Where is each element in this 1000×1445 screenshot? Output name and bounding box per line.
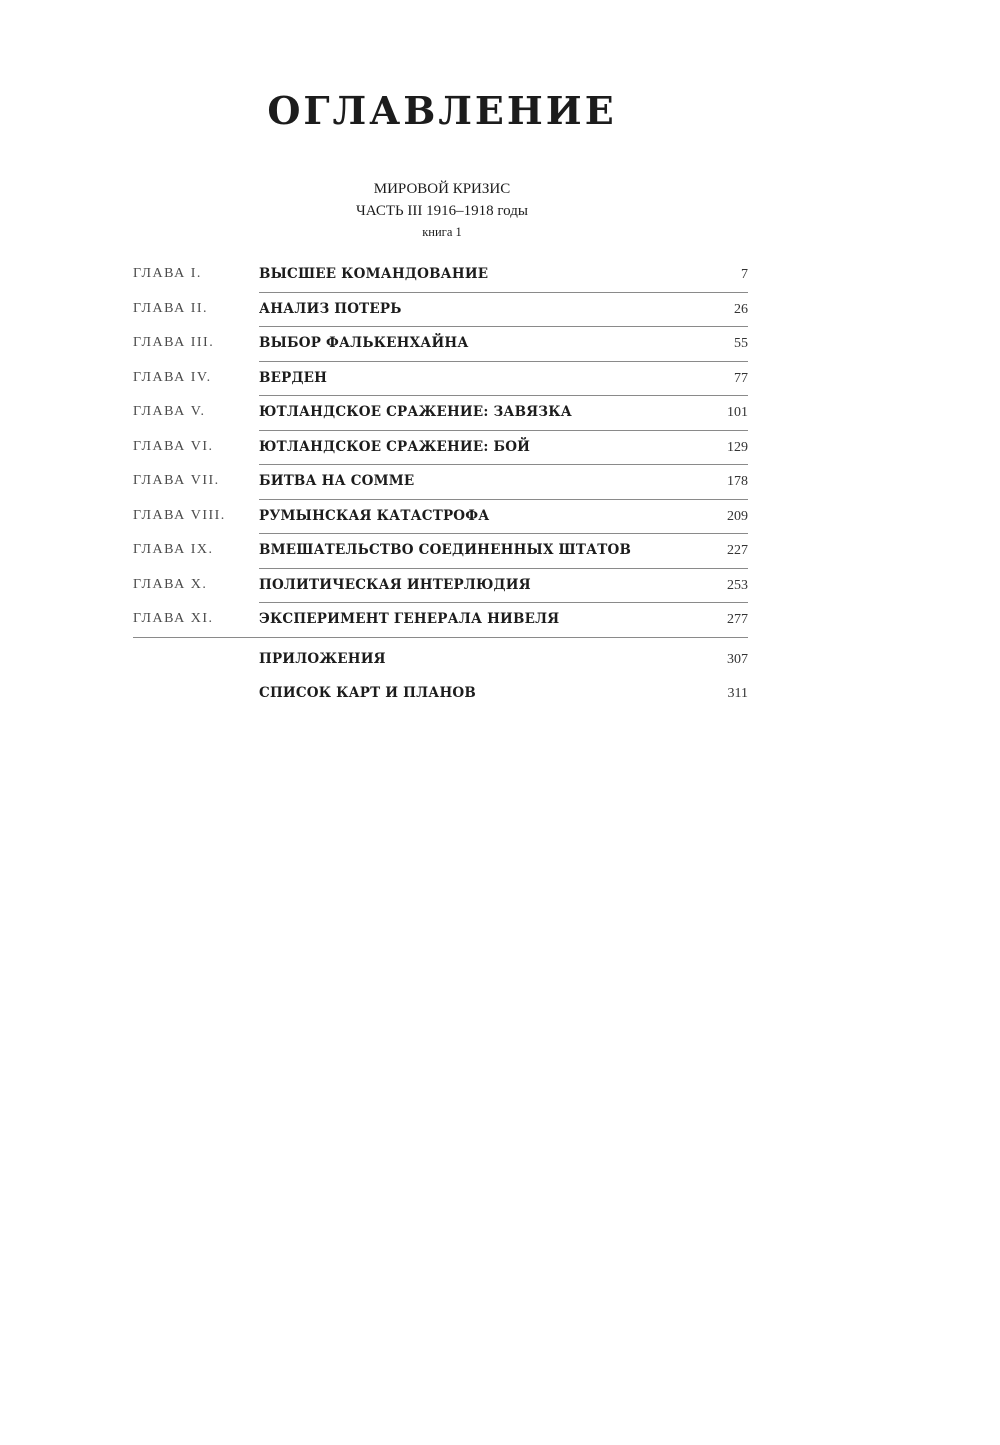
toc-entry[interactable]: [133, 534, 748, 569]
page-number: 178: [727, 474, 748, 489]
toc-entry[interactable]: [133, 569, 748, 604]
toc-entry[interactable]: [133, 431, 748, 466]
toc-entry[interactable]: [133, 396, 748, 431]
chapter-title: ВЕРДЕН: [259, 369, 328, 386]
page-number: 77: [734, 370, 748, 386]
chapter-label: ГЛАВА I.: [133, 266, 202, 281]
toc-entry[interactable]: [133, 258, 748, 293]
series-title: МИРОВОЙ КРИЗИС: [373, 181, 511, 197]
chapter-title: ЮТЛАНДСКОЕ СРАЖЕНИЕ: БОЙ: [259, 438, 531, 455]
chapter-label: ГЛАВА X.: [133, 576, 208, 592]
chapter-title: ЮТЛАНДСКОЕ СРАЖЕНИЕ: ЗАВЯЗКА: [259, 404, 572, 420]
chapter-title: АНАЛИЗ ПОТЕРЬ: [259, 300, 402, 317]
book-number: книга 1: [422, 225, 462, 239]
page-number: 227: [727, 543, 748, 558]
chapter-label: ГЛАВА VII.: [133, 473, 220, 488]
chapter-title: ВЫСШЕЕ КОМАНДОВАНИЕ: [259, 266, 489, 282]
page-title: ОГЛАВЛЕНИЕ: [267, 88, 617, 133]
chapter-label: ГЛАВА IV.: [133, 369, 212, 385]
page-number: 129: [727, 439, 748, 455]
chapter-label: ГЛАВА VI.: [133, 438, 214, 454]
part-title: ЧАСТЬ III 1916–1918 годы: [356, 203, 528, 219]
appendix-title: ПРИЛОЖЕНИЯ: [259, 650, 386, 667]
toc-entry-maps-list[interactable]: [133, 677, 748, 712]
toc-entry[interactable]: [133, 603, 748, 638]
chapter-label: ГЛАВА XI.: [133, 611, 214, 626]
page-number: 26: [734, 301, 748, 317]
toc-entry[interactable]: [133, 500, 748, 535]
chapter-label: ГЛАВА V.: [133, 404, 206, 419]
page-number: 101: [727, 405, 748, 420]
page-number: 311: [727, 686, 748, 701]
page-number: 307: [727, 651, 748, 667]
toc-entry[interactable]: [133, 293, 748, 328]
chapter-label: ГЛАВА IX.: [133, 542, 214, 557]
page-number: 253: [727, 577, 748, 593]
page-number: 209: [727, 508, 748, 524]
chapter-title: ПОЛИТИЧЕСКАЯ ИНТЕРЛЮДИЯ: [259, 576, 531, 593]
page-number: 277: [727, 612, 748, 627]
page-number: 7: [741, 267, 748, 282]
chapter-title: ЭКСПЕРИМЕНТ ГЕНЕРАЛА НИВЕЛЯ: [259, 611, 560, 627]
chapter-title: БИТВА НА СОММЕ: [259, 473, 415, 489]
toc-entry[interactable]: [133, 362, 748, 397]
toc-entry-appendix[interactable]: [133, 643, 748, 678]
book-subtitle: [0, 178, 884, 242]
toc-entry[interactable]: [133, 465, 748, 500]
divider: [133, 637, 748, 638]
chapter-title: ВМЕШАТЕЛЬСТВО СОЕДИНЕННЫХ ШТАТОВ: [259, 542, 632, 558]
chapter-label: ГЛАВА III.: [133, 335, 215, 350]
toc-appendix-section: [133, 643, 748, 712]
maps-list-title: СПИСОК КАРТ И ПЛАНОВ: [259, 685, 476, 701]
chapter-title: РУМЫНСКАЯ КАТАСТРОФА: [259, 507, 490, 524]
chapter-title: ВЫБОР ФАЛЬКЕНХАЙНА: [259, 335, 469, 351]
toc-entry[interactable]: [133, 327, 748, 362]
chapter-label: ГЛАВА II.: [133, 300, 209, 316]
table-of-contents: [133, 258, 748, 712]
page-number: 55: [734, 336, 748, 351]
chapter-label: ГЛАВА VIII.: [133, 507, 226, 523]
